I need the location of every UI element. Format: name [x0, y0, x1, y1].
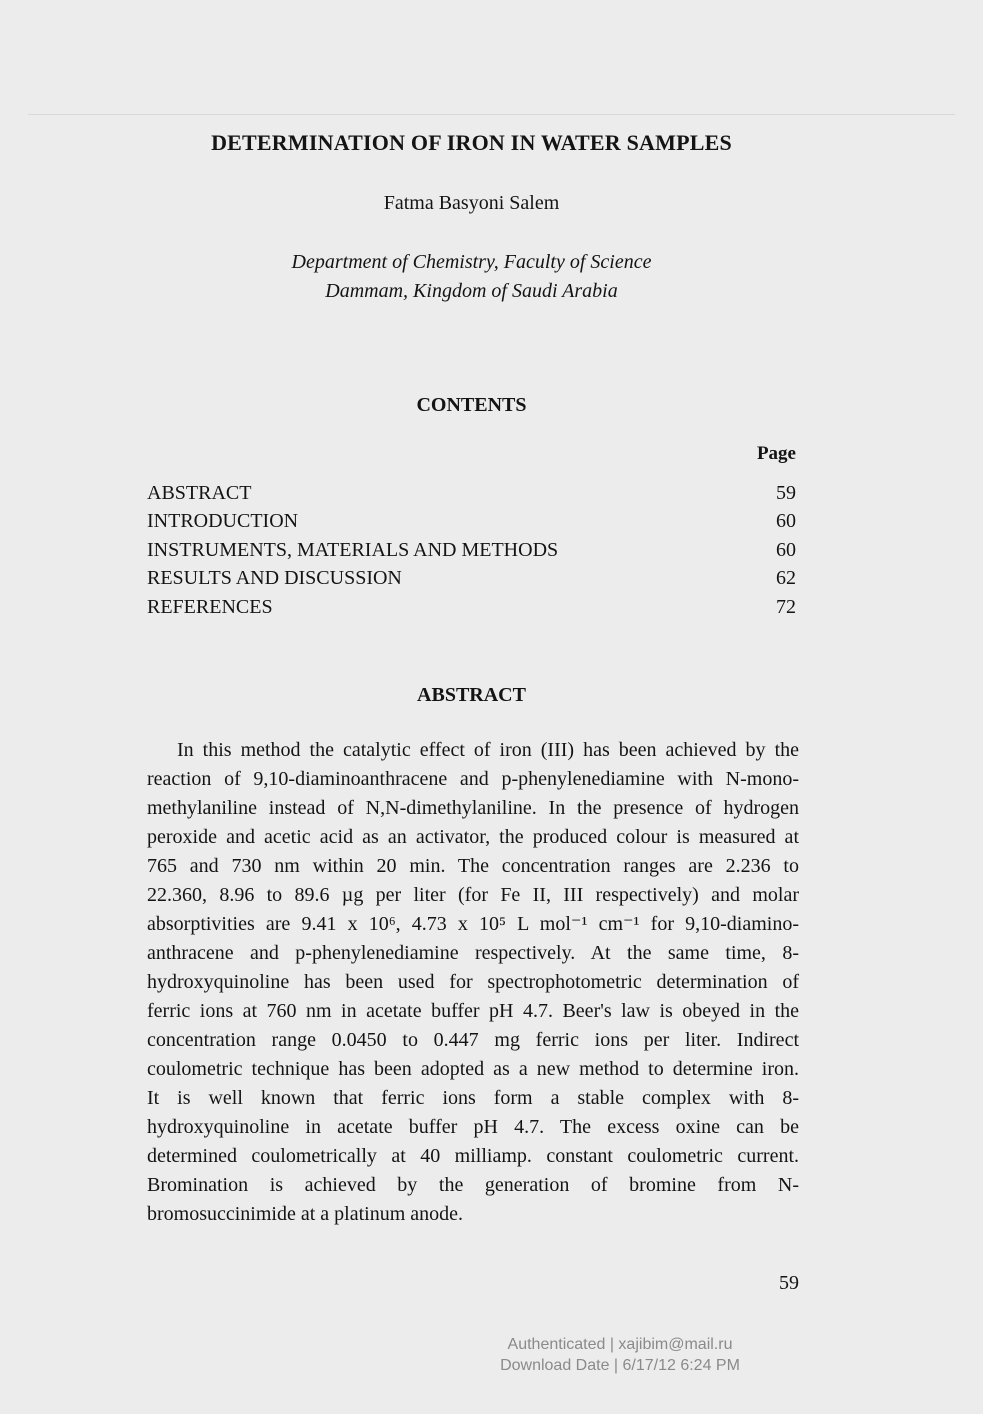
- affiliation-line-1: Department of Chemistry, Faculty of Science: [291, 251, 652, 273]
- paper-title: DETERMINATION OF IRON IN WATER SAMPLES: [211, 130, 732, 155]
- toc-page: 60: [776, 510, 796, 532]
- abstract-line: concentration range 0.0450 to 0.447 mg ferric ions per liter. Indirect: [147, 1029, 799, 1051]
- toc-label: RESULTS AND DISCUSSION: [147, 567, 402, 589]
- abstract-line: In this method the catalytic effect of iron (III) has been achieved by the: [177, 739, 799, 761]
- abstract-body: [147, 736, 799, 1229]
- abstract-line: peroxide and acetic acid as an activator, the produced colour is measured at: [147, 826, 799, 848]
- toc-row-references: [147, 596, 796, 624]
- abstract-line: It is well known that ferric ions form a stable complex with 8-: [147, 1087, 799, 1109]
- abstract-line: hydroxyquinoline has been used for spectrophotometric determination of: [147, 971, 799, 993]
- toc-row-results: [147, 567, 796, 595]
- abstract-line: determined coulometrically at 40 milliamp. constant coulometric current.: [147, 1145, 799, 1167]
- author-name: Fatma Basyoni Salem: [383, 192, 560, 214]
- abstract-line: bromosuccinimide at a platinum anode.: [147, 1203, 464, 1225]
- abstract-heading: ABSTRACT: [417, 684, 526, 706]
- toc-row-abstract: [147, 482, 796, 510]
- toc-label: ABSTRACT: [147, 482, 252, 504]
- toc-label: REFERENCES: [147, 596, 273, 618]
- toc-page: 72: [776, 596, 796, 618]
- toc-row-methods: [147, 539, 796, 567]
- affiliation-line-2: Dammam, Kingdom of Saudi Arabia: [325, 280, 618, 302]
- contents-heading: CONTENTS: [416, 394, 527, 416]
- toc-label: INTRODUCTION: [147, 510, 299, 532]
- authentication-stamp: Authenticated | xajibim@mail.ru: [507, 1336, 733, 1353]
- abstract-line: 22.360, 8.96 to 89.6 µg per liter (for Fe II, III respectively) and molar: [147, 884, 799, 906]
- abstract-line: ferric ions at 760 nm in acetate buffer pH 4.7. Beer's law is obeyed in the: [147, 1000, 799, 1022]
- toc-page: 59: [776, 482, 796, 504]
- abstract-line: 765 and 730 nm within 20 min. The concentration ranges are 2.236 to: [147, 855, 799, 877]
- toc-page: 62: [776, 567, 796, 589]
- abstract-line: methylaniline instead of N,N-dimethylaniline. In the presence of hydrogen: [147, 797, 799, 819]
- contents-page-label: Page: [756, 443, 796, 464]
- abstract-line: reaction of 9,10-diaminoanthracene and p-phenylenediamine with N-mono-: [147, 768, 799, 790]
- abstract-line: anthracene and p-phenylenediamine respectively. At the same time, 8-: [147, 942, 799, 964]
- toc-row-introduction: [147, 510, 796, 538]
- abstract-line: hydroxyquinoline in acetate buffer pH 4.7. The excess oxine can be: [147, 1116, 799, 1138]
- abstract-line: coulometric technique has been adopted as a new method to determine iron.: [147, 1058, 799, 1080]
- toc-label: INSTRUMENTS, MATERIALS AND METHODS: [147, 539, 559, 561]
- scan-edge-line: [28, 114, 955, 115]
- toc-page: 60: [776, 539, 796, 561]
- download-date-stamp: Download Date | 6/17/12 6:24 PM: [500, 1357, 740, 1374]
- page-number: 59: [779, 1272, 799, 1294]
- abstract-line: Bromination is achieved by the generation of bromine from N-: [147, 1174, 799, 1196]
- abstract-line: absorptivities are 9.41 x 10⁶, 4.73 x 10⁵ L mol⁻¹ cm⁻¹ for 9,10-diamino-: [147, 913, 799, 935]
